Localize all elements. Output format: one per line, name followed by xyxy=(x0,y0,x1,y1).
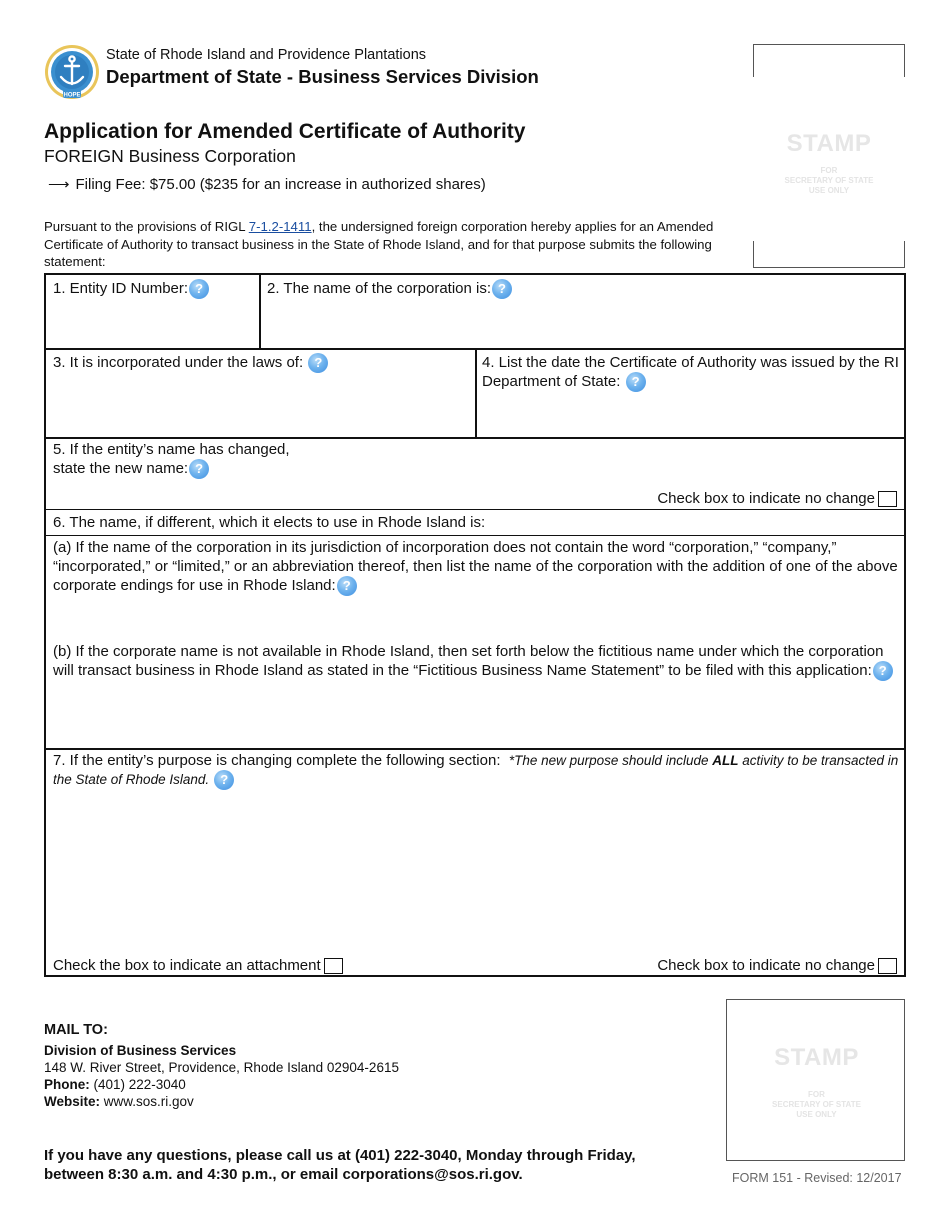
stamp-label: STAMP xyxy=(774,1044,859,1071)
help-icon[interactable]: ? xyxy=(308,353,328,373)
field-2-label: 2. The name of the corporation is: ? xyxy=(267,279,512,299)
intro-paragraph: Pursuant to the provisions of RIGL 7-1.2-1411, the undersigned foreign corporation hereby applies for an Amended Certificate of Authority to transact business in the State of Rhode Island, and for that purpose submits the following statement: xyxy=(44,219,714,269)
form-title: Application for Amended Certificate of Authority xyxy=(44,120,526,143)
field-5-label: 5. If the entity’s name has changed, state the new name: ? xyxy=(53,440,290,479)
field-6-label: 6. The name, if different, which it elects to use in Rhode Island is: xyxy=(53,514,486,531)
svg-text:HOPE: HOPE xyxy=(63,92,81,99)
stamp-sub-3: USE ONLY xyxy=(796,1110,837,1119)
stamp-sub-2: SECRETARY OF STATE xyxy=(784,176,874,185)
form-subtitle: FOREIGN Business Corporation xyxy=(44,146,296,166)
help-icon[interactable]: ? xyxy=(873,661,893,681)
no-change-checkbox[interactable] xyxy=(878,958,897,974)
stamp-sub-3: USE ONLY xyxy=(808,186,850,195)
department-name: Department of State - Business Services Division xyxy=(106,66,539,87)
help-icon[interactable]: ? xyxy=(492,279,512,299)
filing-fee-text: Filing Fee: $75.00 ($235 for an increase in authorized shares) xyxy=(75,176,486,193)
contact-note: If you have any questions, please call us at (401) 222-3040, Monday through Friday, between 8:30 a.m. and 4:30 p.m., or email corporations@sos.ri.gov. xyxy=(44,1147,636,1183)
field-3-label: 3. It is incorporated under the laws of: ? xyxy=(53,353,328,373)
stamp-box-bottom xyxy=(726,999,905,1161)
attachment-check: Check the box to indicate an attachment xyxy=(53,956,343,975)
help-icon[interactable]: ? xyxy=(337,576,357,596)
stamp-label: STAMP xyxy=(786,130,872,157)
help-icon[interactable]: ? xyxy=(626,372,646,392)
field-7-note: *The new purpose should include ALL activity to be transacted in the State of Rhode Island. xyxy=(53,753,899,787)
mail-to-heading: MAIL TO: xyxy=(44,1022,108,1038)
field-7-no-change: Check box to indicate no change xyxy=(657,956,897,975)
help-icon[interactable]: ? xyxy=(214,770,234,790)
state-seal-logo xyxy=(44,44,100,100)
arrow-right-icon: ⟶ xyxy=(48,176,70,193)
form-number: FORM 151 - Revised: 12/2017 xyxy=(732,1171,902,1185)
stamp-box-top xyxy=(753,44,905,268)
application-form xyxy=(44,273,906,977)
field-1-label: 1. Entity ID Number: ? xyxy=(53,279,209,299)
help-icon[interactable]: ? xyxy=(189,459,209,479)
stamp-sub-1: FOR xyxy=(808,1090,825,1099)
no-change-checkbox[interactable] xyxy=(878,491,897,507)
stamp-sub-1: FOR xyxy=(820,166,838,175)
field-6b-label: (b) If the corporate name is not available in Rhode Island, then set forth below the fictitious name under which the corporation will transact business in Rhode Island as stated in the “Fictitious Business Name Statement” to be filed with this application: ? xyxy=(53,642,903,681)
mail-address-block: Division of Business Services 148 W. River Street, Providence, Rhode Island 02904-2615 Phone: (401) 222-3040 Website: www.sos.ri.gov xyxy=(44,1043,399,1109)
stamp-sub-2: SECRETARY OF STATE xyxy=(772,1100,861,1109)
state-name: State of Rhode Island and Providence Plantations xyxy=(106,47,427,63)
field-7-label: 7. If the entity’s purpose is changing complete the following section: *The new purpose should include ALL activity to be transacted in the State of Rhode Island. ? xyxy=(53,751,903,790)
rigl-link[interactable]: 7-1.2-1411 xyxy=(248,219,312,234)
field-4-label: 4. List the date the Certificate of Authority was issued by the RI Department of State: ? xyxy=(482,353,900,392)
help-icon[interactable]: ? xyxy=(189,279,209,299)
field-5-no-change: Check box to indicate no change xyxy=(657,489,897,508)
filing-fee xyxy=(48,175,486,193)
field-6a-label: (a) If the name of the corporation in its jurisdiction of incorporation does not contain the word “corporation,” “company,” “incorporated,” or “limited,” or an abbreviation thereof, then list the name of the corporation with the addition of one of the above corporate endings for use in Rhode Island: ? xyxy=(53,538,903,596)
attachment-checkbox[interactable] xyxy=(324,958,343,974)
